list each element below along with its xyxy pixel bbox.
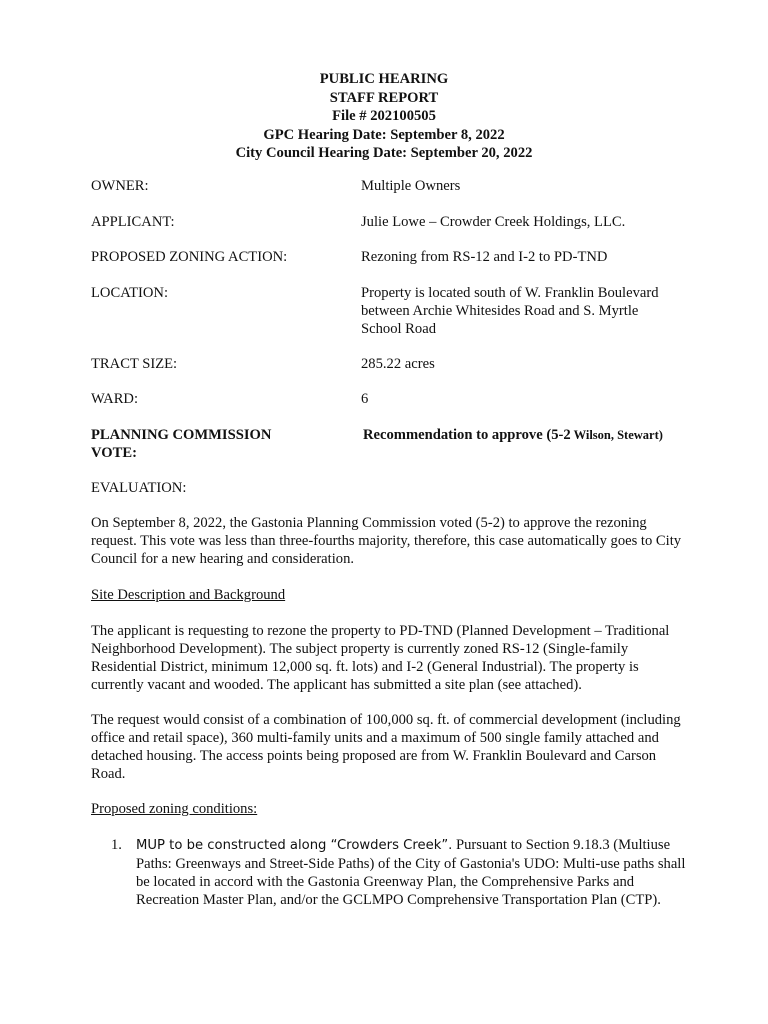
- header-council-hearing-date: City Council Hearing Date: September 20, 2022: [235, 145, 533, 161]
- evaluation-paragraph: On September 8, 2022, the Gastonia Planning Commission voted (5-2) to approve the rezoning request. This vote was less than three-fourths majority, therefore, this case automatically goes to City Council for a new hearing and consideration.: [91, 515, 682, 567]
- evaluation-heading: EVALUATION:: [91, 480, 187, 496]
- ward-value: 6: [361, 391, 369, 407]
- owner-value: Multiple Owners: [361, 178, 461, 194]
- zoning-condition-body: Pursuant to Section 9.18.3 (Multiuse Paths: Greenways and Street-Side Paths) of the City of Gastonia's UDO: Multi-use paths shall be located in accord with the Gastonia Greenway Plan, the Comprehensive Parks and Recreation Master Plan, and/or the GCLMPO Comprehensive Transportation Plan (CTP).: [136, 837, 686, 908]
- vote-dissenting-names: Wilson, Stewart): [570, 428, 663, 442]
- zoning-condition-number: 1.: [111, 837, 122, 853]
- owner-label: OWNER:: [91, 178, 149, 194]
- zoning-action-label: PROPOSED ZONING ACTION:: [91, 249, 288, 265]
- zoning-action-value: Rezoning from RS-12 and I-2 to PD-TND: [361, 249, 608, 265]
- applicant-label: APPLICANT:: [91, 214, 175, 230]
- location-value: Property is located south of W. Franklin Boulevard between Archie Whitesides Road and S. Myrtle School Road: [361, 285, 659, 337]
- zoning-condition-lead: MUP to be constructed along “Crowders Creek”.: [136, 838, 453, 853]
- location-label: LOCATION:: [91, 285, 169, 301]
- site-description-heading-text: Site Description and Background: [91, 587, 286, 603]
- ward-label: WARD:: [91, 391, 139, 407]
- planning-commission-vote-value: [363, 426, 693, 444]
- site-description-paragraph-1: The applicant is requesting to rezone the property to PD-TND (Planned Development – Traditional Neighborhood Development). The subject property is currently zoned RS-12 (Single-family Residential District, minimum 12,000 sq. ft. lots) and I-2 (General Industrial). The property is currently vacant and wooded. The applicant has submitted a site plan (see attached).: [91, 623, 670, 693]
- zoning-condition-text: [136, 836, 696, 909]
- report-header: [0, 70, 768, 163]
- header-public-hearing: PUBLIC HEARING: [319, 71, 449, 87]
- zoning-conditions-heading-text: Proposed zoning conditions:: [91, 801, 258, 817]
- planning-commission-vote-label: PLANNING COMMISSION VOTE:: [91, 427, 272, 461]
- vote-recommendation: Recommendation to approve (5-2: [363, 427, 571, 443]
- tract-size-label: TRACT SIZE:: [91, 356, 178, 372]
- header-staff-report: STAFF REPORT: [329, 89, 439, 106]
- zoning-conditions-heading: [91, 800, 691, 818]
- header-file-number: File # 202100505: [332, 108, 436, 124]
- applicant-value: Julie Lowe – Crowder Creek Holdings, LLC.: [361, 214, 626, 230]
- header-gpc-hearing-date: GPC Hearing Date: September 8, 2022: [263, 126, 505, 143]
- tract-size-value: 285.22 acres: [361, 356, 435, 372]
- site-description-heading: [91, 586, 691, 604]
- site-description-paragraph-2: The request would consist of a combination of 100,000 sq. ft. of commercial development (including office and retail space), 360 multi-family units and a maximum of 500 single family attached and detached housing. The access points being proposed are from W. Franklin Boulevard and Carson Road.: [91, 712, 681, 782]
